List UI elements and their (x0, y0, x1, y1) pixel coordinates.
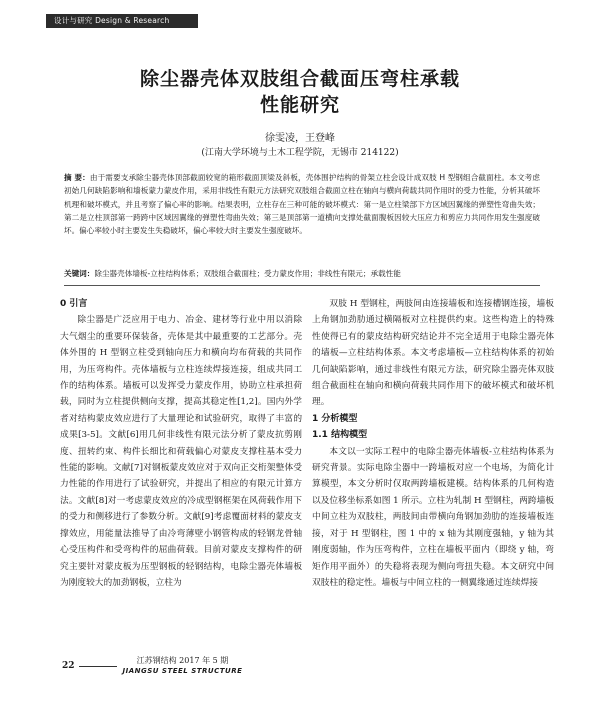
divider (64, 285, 540, 286)
section-heading-intro: 0 引言 (60, 299, 88, 309)
body-column-left (60, 296, 302, 591)
page-footer (62, 656, 242, 676)
subsection-heading-structure: 1.1 结构模型 (312, 430, 368, 441)
page-number: 22 (62, 661, 75, 671)
section-heading-model: 1 分析模型 (312, 413, 358, 424)
abstract-label: 摘 要： (64, 173, 90, 182)
paper-title-line-2: 性能研究 (259, 94, 340, 116)
keywords-text: 除尘器壳体墙板-立柱结构体系；双肢组合截面柱；受力蒙皮作用；非线性有限元；承载性能 (94, 269, 401, 278)
footer-rule (79, 666, 117, 667)
journal-name-box (123, 656, 243, 676)
affiliation: (江南大学环境与土木工程学院，无锡市 214122) (201, 148, 399, 158)
abstract (64, 171, 540, 237)
journal-name-cn: 江苏钢结构 2017 年 5 期 (136, 656, 229, 665)
body-column-right (312, 296, 554, 591)
paragraph: 本文以一实际工程中的电除尘器壳体墙板-立柱结构体系为研究背景。实际电除尘器中一跨墙板对应一个电场，为简化计算模型，本文分析时仅取两跨墙板建模。结构体系的几何构造以及位移坐标系如图 1 所示。立柱为轧制 H 型钢柱，两跨墙板中间立柱为双肢柱，两肢间由带横向角钢加劲肋的连接墙板连接，对于 H 型钢柱，图 1 中的 x 轴为其刚度强轴，y 轴为其刚度弱轴，作为压弯构件，立柱在墙板平面内（即绕 y 轴，弯矩作用平面外）的失稳将表现为侧向弯扭失稳。本文研究中间双肢柱的稳定性。墙板与中间立柱的一侧翼缘通过连续焊接 (312, 446, 554, 588)
paragraph: 除尘器是广泛应用于电力、冶金、建材等行业中用以消除大气烟尘的重要环保装备，壳体是其中最重要的工艺部分。壳体外围的 H 型钢立柱受到轴向压力和横向均布荷载的共同作用，为压弯构件。壳体墙板与立柱连续焊接连接，组成共同工作的结构体系。墙板可以发挥受力蒙皮作用，协助立柱承担荷载，同时为立柱提供侧向支撑，提高其稳定性[1,2]。国内外学者对结构蒙皮效应进行了大量理论和试验研究，取得了丰富的成果[3-5]。文献[6]用几何非线性有限元法分析了蒙皮抗剪刚度、扭转约束、构件长细比和荷载偏心对蒙皮支撑柱基本受力性能的影响。文献[7]对钢板蒙皮效应对于双向正交桁架整体受力性能的作用进行了试验研究，并提出了相应的有限元计算方法。文献[8]对一考虑蒙皮效应的冷成型钢框架在风荷载作用下的受力和侧移进行了参数分析。文献[9]考虑覆面材料的蒙皮支撑效应，用能量法推导了由冷弯薄壁小钢管构成的轻钢龙骨轴心受压构件和受弯构件的屈曲荷载。目前对蒙皮支撑构件的研究主要针对蒙皮板为压型钢板的轻钢结构，电除尘器壳体墙板为刚度较大的加劲钢板，立柱为 (60, 315, 302, 588)
journal-name-en: JIANGSU STEEL STRUCTURE (122, 667, 243, 675)
abstract-text: 由于需要支承除尘器壳体顶部截面较宽的箱形截面顶梁及斜板，壳体围护结构的骨架立柱会设计成双肢 H 型钢组合截面柱。本文考虑初始几何缺陷影响和墙板蒙力蒙皮作用，采用非线性有限元方法研究双肢组合截面立柱在轴向与横向荷载共同作用时的受力性能，分析其破坏机理和破坏模式，并且考察了偏心率的影响。结果表明，立柱存在三种可能的破坏模式：第一是立柱梁部下方区域因翼缘的弹塑性弯曲失效；第二是立柱顶部第一跨跨中区域因翼缘的弹塑性弯曲失效；第三是顶部第一道横向支撑处截面腹板因较大压应力和剪应力共同作用发生强度破坏。偏心率较小时主要发生失稳破坏，偏心率较大时主要发生强度破坏。 (64, 173, 540, 236)
keywords (64, 267, 540, 280)
journal-section-header: 设计与研究 Design & Research (46, 14, 198, 28)
paragraph: 双肢 H 型钢柱，两肢间由连接墙板和连接槽钢连接，墙板上角钢加劲肋通过横隔板对立柱提供约束。这些构造上的特殊性使得已有的蒙皮结构研究结论并不完全适用于电除尘器壳体的墙板—立柱结构体系。本文考虑墙板—立柱结构体系的初始几何缺陷影响，通过非线性有限元方法，研究除尘器壳体双肢组合截面柱在轴向和横向荷载共同作用下的破坏模式和破坏机理。 (312, 299, 554, 408)
authors: 徐雯凌，王登峰 (265, 133, 335, 144)
keywords-label: 关键词： (64, 269, 95, 278)
paper-title-line-1: 除尘器壳体双肢组合截面压弯柱承载 (139, 68, 460, 90)
